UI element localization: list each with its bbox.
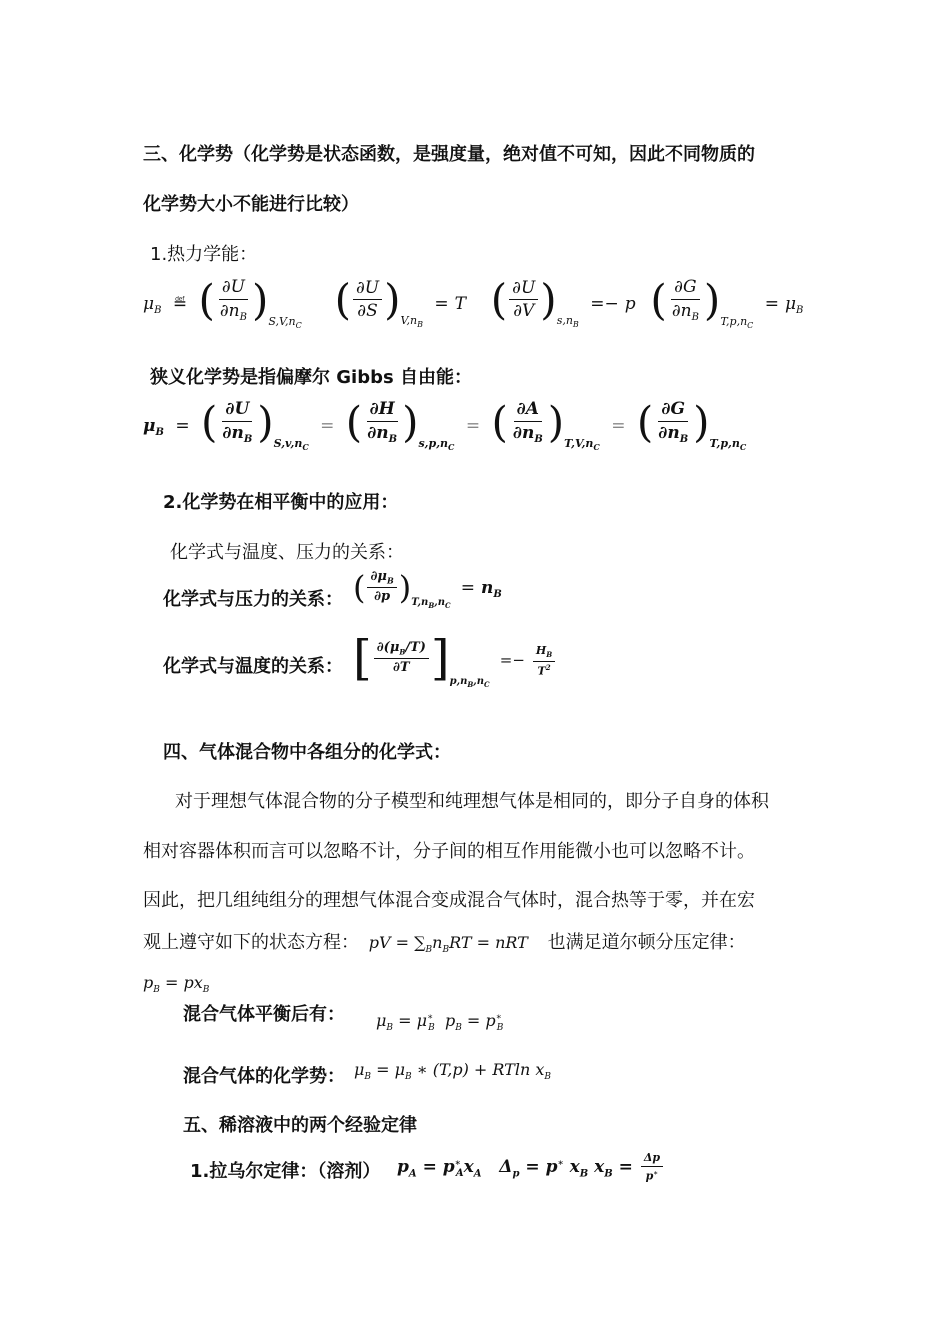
bold-partial-H: ( $\frac{\partial H}{\partial n_B}$ )$_{s,p,n_C}$ — [345, 397, 455, 453]
equilibrium-label: 混合气体平衡后有： — [183, 1004, 345, 1025]
item1-heading: 1.热力学能： — [150, 244, 258, 265]
equation-chemical-potential-definition: $\mu_B$ ≝ ( $\frac{\partial U}{\partial n_B}$ )$_{S,V,n_C}$ ( $\frac{\partial U}{\partial S}$ )$_{V,n_B} = T$ ( $\frac{\partial U}{\partial V}$ )$_{s,n_B} =- p$ ( $\frac{\partial G}{\partial n_B}$ )$_{T,p,n_C} = \mu_B$ — [143, 274, 804, 331]
bold-partial-G: ( $\frac{\partial G}{\partial n_B}$ )$_{T,p,n_C}$ — [636, 397, 747, 453]
mixture-chemical-potential-equation: $\mu_B = \mu_B$ ∗ (T,p) + RTln $x_B$ — [354, 1060, 551, 1083]
section3-title-line1: 三、化学势（化学势是状态函数，是强度量，绝对值不可知，因此不同物质的 — [143, 144, 755, 165]
partial-G-nB: ( $\frac{\partial G}{\partial n_B}$ )$_{T,p,n_C}$ — [650, 275, 754, 331]
narrow-definition-heading: 狭义化学势是指偏摩尔 Gibbs 自由能： — [150, 367, 472, 388]
section4-para-line3: 因此，把几组纯组分的理想气体混合变成混合气体时，混合热等于零，并在宏 — [143, 890, 755, 911]
equilibrium-equations: $\mu_B = \mu^∗_B$ $p_B = p^∗_B$ — [376, 1011, 504, 1034]
section4-para-line4: 观上遵守如下的状态方程： pV = $\sum_Bn_BRT$ = nRT 也满足道尔顿分压定律： — [143, 932, 746, 956]
section4-title: 四、气体混合物中各组分的化学式： — [163, 742, 451, 763]
section3-title-line2: 化学势大小不能进行比较） — [143, 194, 359, 215]
raoult-law-label: 1.拉乌尔定律：（溶剂） — [190, 1161, 381, 1182]
relation-intro: 化学式与温度、压力的关系： — [170, 542, 404, 563]
equation-partial-molar-gibbs: $\mu_B$ = ( $\frac{\partial U}{\partial n_B}$ )$_{S,v,n_C}$ = ( $\frac{\partial H}{\partial n_B}$ )$_{s,p,n_C}$ = ( $\frac{\partial A}{\partial n_B}$ )$_{T,V,n_C}$ = ( $\frac{\partial G}{\partial n_B}$ )$_{T,p,n_C}$ — [143, 397, 747, 453]
section4-para-line2: 相对容器体积而言可以忽略不计，分子间的相互作用能微小也可以忽略不计。 — [143, 841, 755, 862]
raoult-law-equations: $p_A = p^∗_Ax_A$ $\Delta_p = p^∗$ $x_B$ $x_B$ = $\frac{\Delta p}{p^∗}$ — [397, 1152, 665, 1183]
partial-U-S: ( $\frac{\partial U}{\partial S}$ )$_{V,n_B}$ — [334, 274, 423, 330]
section5-title: 五、稀溶液中的两个经验定律 — [183, 1115, 417, 1136]
p-symbol: p — [624, 294, 636, 315]
pressure-relation-label: 化学式与压力的关系： — [163, 589, 343, 610]
item2-heading: 2.化学势在相平衡中的应用： — [163, 492, 399, 513]
dalton-law-equation: $p_B = px_B$ — [143, 973, 210, 996]
partial-U-V: ( $\frac{\partial U}{\partial V}$ )$_{s,n_B}$ — [490, 274, 579, 330]
equation-pressure-relation: ( $\frac{\partial\mu_B}{\partial p}$ )$_{T,n_B,n_C} = n_B$ — [353, 568, 502, 610]
ideal-gas-state-equation: pV = $\sum_Bn_BRT$ = nRT — [368, 933, 528, 956]
def-equals: ≝ — [172, 294, 188, 315]
bold-partial-U: ( $\frac{\partial U}{\partial n_B}$ )$_{S,v,n_C}$ — [200, 397, 309, 453]
T-symbol: T — [454, 294, 466, 315]
chemical-potential-label: 混合气体的化学势： — [183, 1066, 345, 1087]
mu-symbol: $\mu_B$ — [143, 294, 162, 317]
equation-temperature-relation: [ $\frac{\partial(\mu_B/T)}{\partial T}$ ]$_{p,n_B,n_C}$ =− $\frac{H_B}{T^2}$ — [353, 634, 557, 689]
bold-partial-A: ( $\frac{\partial A}{\partial n_B}$ )$_{T,V,n_C}$ — [491, 397, 600, 453]
temperature-relation-label: 化学式与温度的关系： — [163, 656, 343, 677]
section4-para-line1: 对于理想气体混合物的分子模型和纯理想气体是相同的，即分子自身的体积 — [175, 791, 769, 812]
partial-U-nB: ( $\frac{\partial U}{\partial n_B}$ )$_{S,V,n_C}$ — [198, 275, 302, 331]
